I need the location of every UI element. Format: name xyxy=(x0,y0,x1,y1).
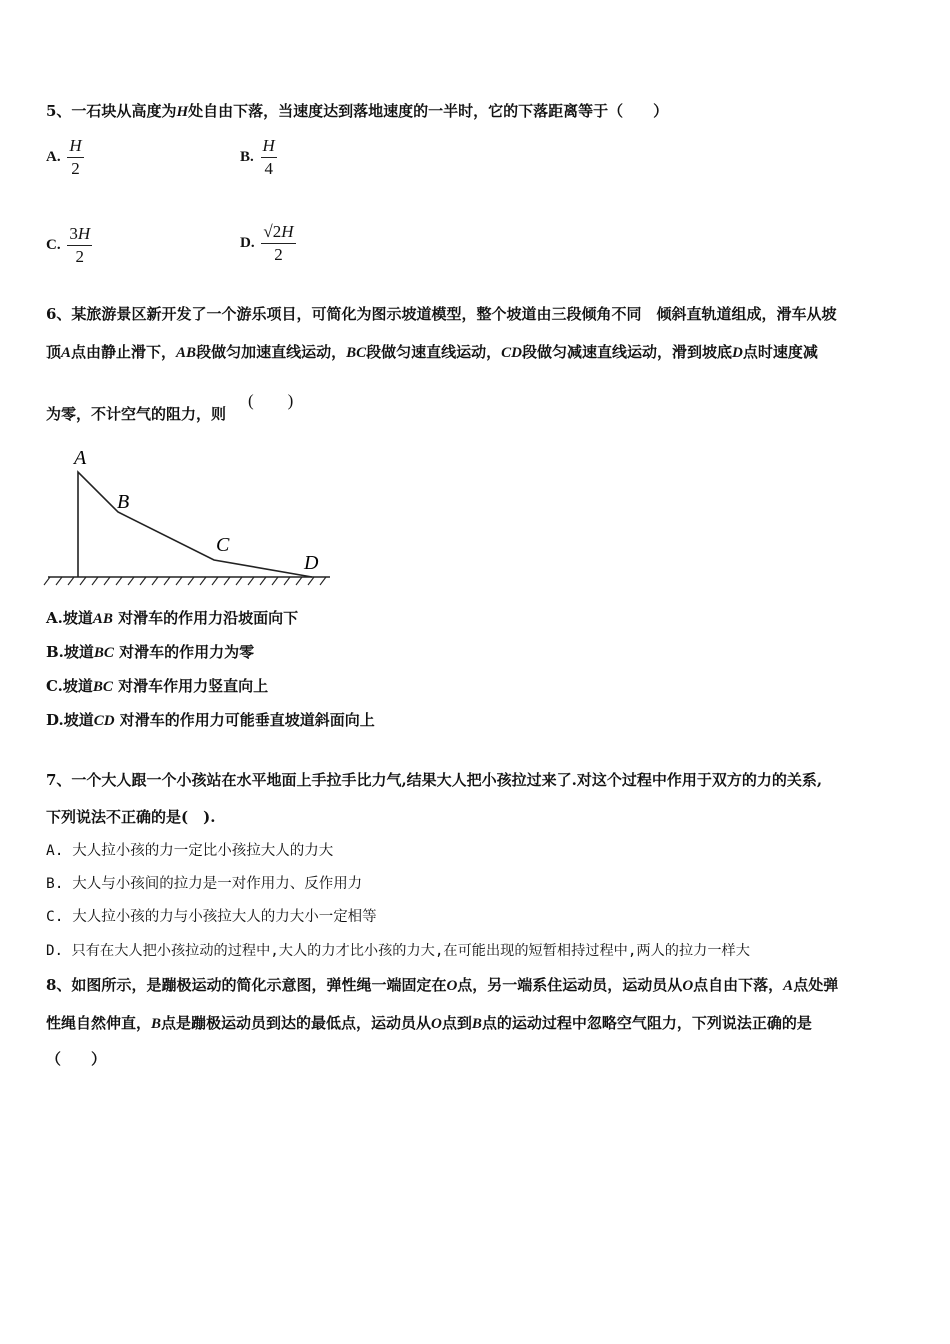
point-label-a: A xyxy=(74,447,87,469)
q7-option-a[interactable]: A. 大人拉小孩的力一定比小孩拉大人的力大 xyxy=(46,843,334,859)
q5-option-c[interactable]: C. $\frac{3H}{2}$ xyxy=(46,224,91,266)
q5-option-b[interactable]: B. $\frac{H}{4}$ xyxy=(240,136,275,178)
q7-stem-line1: 7、一个大人跟一个小孩站在水平地面上手拉手比力气,结果大人把小孩拉过来了.对这个过程中作用于双方的力的关系, xyxy=(46,771,823,789)
q7-option-d[interactable]: D. 只有在大人把小孩拉动的过程中,大人的力才比小孩的力大,在可能出现的短暂相持过程中,两人的拉力一样大 xyxy=(46,943,750,959)
fraction: $\frac{3H}{2}$ xyxy=(69,224,91,266)
q6-stem-line2: 顶A点由静止滑下，AB段做匀加速直线运动，BC段做匀速直线运动，CD段做匀减速直线运动，滑到坡底D点时速度减 xyxy=(46,343,818,361)
slope-track xyxy=(78,472,312,577)
fraction: $\frac{H}{4}$ xyxy=(262,136,275,178)
answer-paren: ( ) xyxy=(248,391,294,410)
point-label-c: C xyxy=(216,534,230,556)
q7-stem-line2: 下列说法不正确的是( ). xyxy=(46,808,216,826)
q7-option-c[interactable]: C. 大人拉小孩的力与小孩拉大人的力大小一定相等 xyxy=(46,909,377,925)
q5-option-a[interactable]: A. $\frac{H}{2}$ xyxy=(46,136,82,178)
slope-diagram xyxy=(40,440,340,590)
q8-stem-line2: 性绳自然伸直，B点是蹦极运动员到达的最低点，运动员从O点到B点的运动过程中忽略空气阻力，下列说法正确的是 xyxy=(46,1014,812,1032)
point-label-b: B xyxy=(117,491,130,513)
q6-option-a[interactable]: A.坡道AB 对滑车的作用力沿坡面向下 xyxy=(46,609,299,627)
fraction: $\frac{√2H}{2}$ xyxy=(263,222,294,264)
answer-paren: （ ） xyxy=(46,1050,107,1068)
q6-stem-line1: 6、某旅游景区新开发了一个游乐项目，可简化为图示坡道模型，整个坡道由三段倾角不同 倾斜直轨道组成，滑车从坡 xyxy=(46,305,837,323)
ground-hatching xyxy=(44,577,326,585)
fraction: $\frac{H}{2}$ xyxy=(69,136,82,178)
q7-option-b[interactable]: B. 大人与小孩间的拉力是一对作用力、反作用力 xyxy=(46,876,363,892)
q8-stem-line1: 8、如图所示，是蹦极运动的简化示意图，弹性绳一端固定在O点，另一端系住运动员，运动员从O点自由下落，A点处弹 xyxy=(46,976,839,994)
q5-option-d[interactable]: D. $\frac{√2H}{2}$ xyxy=(240,222,294,264)
q6-option-c[interactable]: C.坡道BC 对滑车作用力竖直向上 xyxy=(46,677,269,695)
q5-stem: 5、一石块从高度为H处自由下落，当速度达到落地速度的一半时，它的下落距离等于（ ） xyxy=(46,102,669,120)
q6-option-b[interactable]: B.坡道BC 对滑车的作用力为零 xyxy=(46,643,255,661)
q6-stem-line3: 为零，不计空气的阻力，则 xyxy=(46,405,227,423)
point-label-d: D xyxy=(304,552,319,574)
q6-option-d[interactable]: D.坡道CD 对滑车的作用力可能垂直坡道斜面向上 xyxy=(46,711,375,729)
